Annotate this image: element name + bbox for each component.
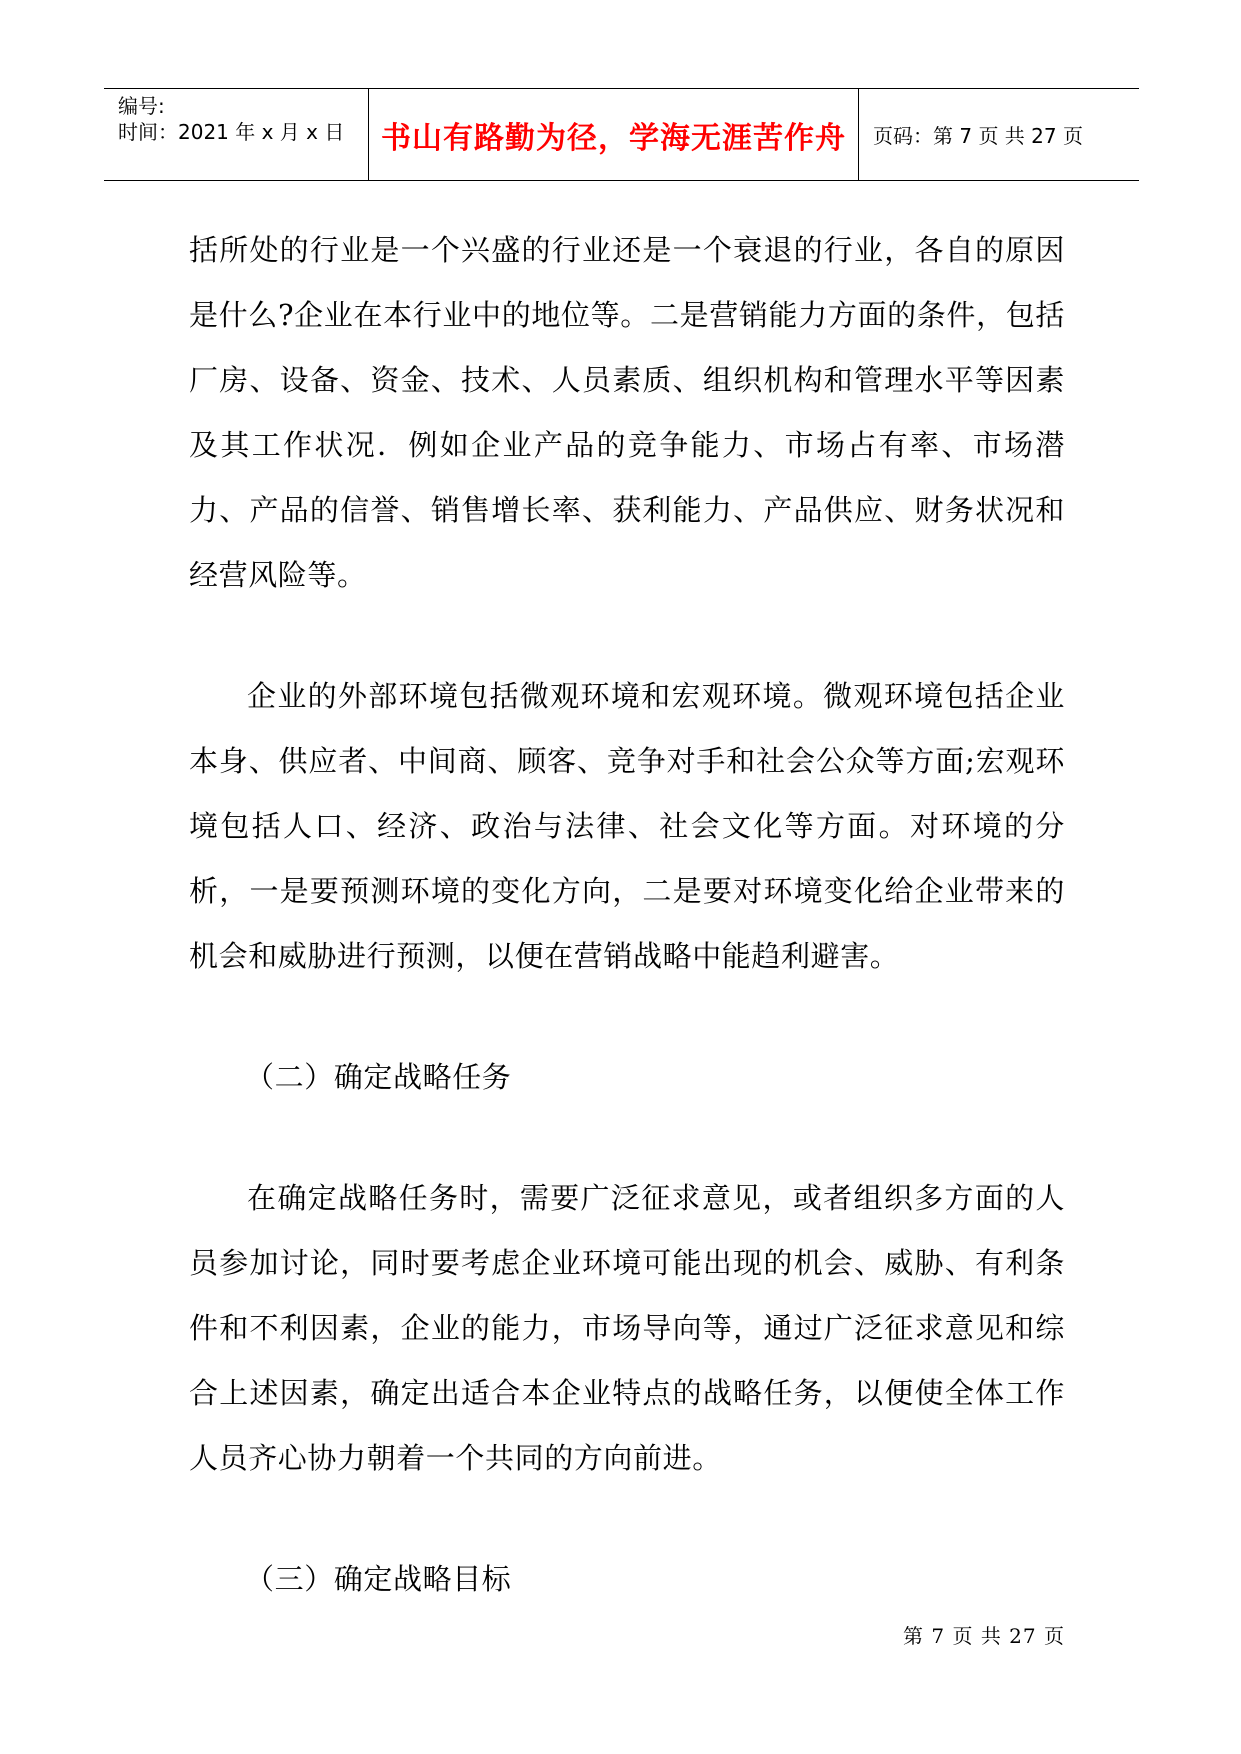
header-meta — [104, 89, 369, 180]
header-motto: 书山有路勤为径，学海无涯苦作舟 — [369, 89, 859, 180]
page-header — [104, 88, 1139, 181]
date-label: 时间：2021 年 x 月 x 日 — [118, 120, 345, 144]
paragraph-external-environment: 企业的外部环境包括微观环境和宏观环境。微观环境包括企业本身、供应者、中间商、顾客、竞争对手和社会公众等方面;宏观环境包括人口、经济、政治与法律、社会文化等方面。对环境的分析，一是要预测环境的变化方向，二是要对环境变化给企业带来的机会和威胁进行预测，以便在营销战略中能趋利避害。 — [189, 679, 1065, 973]
page-footer: 第 7 页 共 27 页 — [903, 1624, 1065, 1648]
serial-number-label: 编号: — [118, 94, 165, 118]
document-body — [189, 218, 1065, 1612]
section-heading-strategic-goal: （三）确定战略目标 — [245, 1562, 512, 1596]
paragraph-internal-conditions: 括所处的行业是一个兴盛的行业还是一个衰退的行业，各自的原因是什么?企业在本行业中的地位等。二是营销能力方面的条件，包括厂房、设备、资金、技术、人员素质、组织机构和管理水平等因素及其工作状况．例如企业产品的竞争能力、市场占有率、市场潜力、产品的信誉、销售增长率、获利能力、产品供应、财务状况和经营风险等。 — [189, 233, 1065, 592]
section-heading-strategic-task: （二）确定战略任务 — [245, 1060, 512, 1094]
header-page-info: 页码：第 7 页 共 27 页 — [873, 124, 1083, 148]
paragraph-strategic-task: 在确定战略任务时，需要广泛征求意见，或者组织多方面的人员参加讨论，同时要考虑企业环境可能出现的机会、威胁、有利条件和不利因素，企业的能力，市场导向等，通过广泛征求意见和综合上述因素，确定出适合本企业特点的战略任务，以便使全体工作人员齐心协力朝着一个共同的方向前进。 — [189, 1181, 1065, 1475]
